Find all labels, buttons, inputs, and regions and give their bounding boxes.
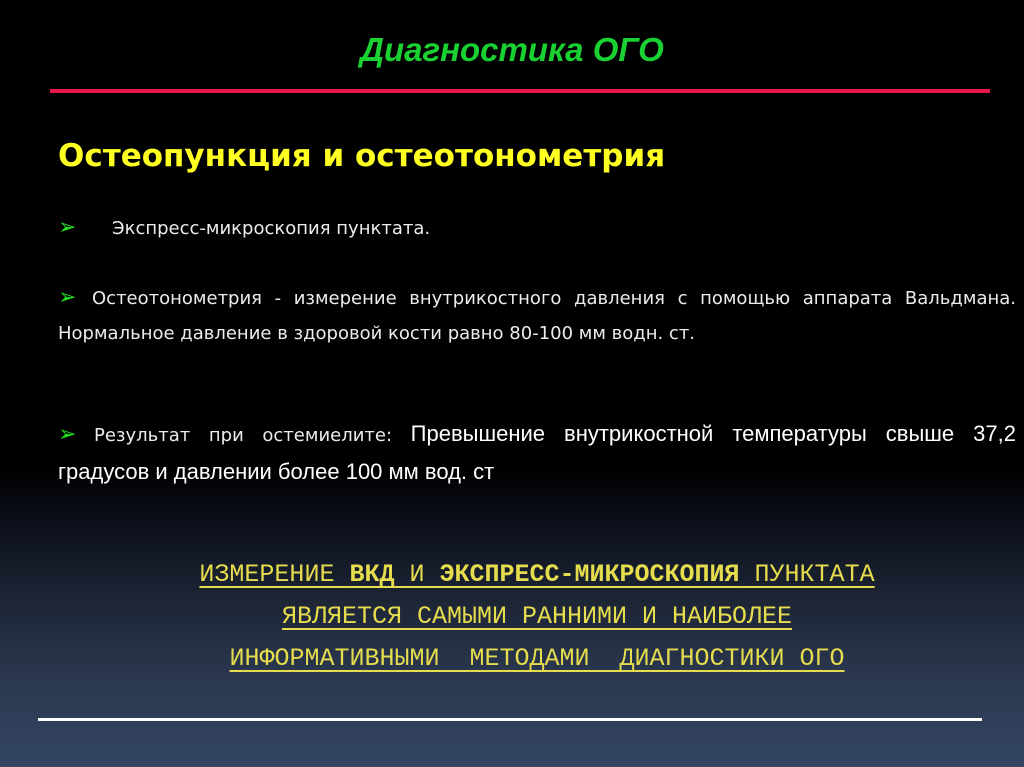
bullet-emphasis-text: Превышение внутрикостной температуры свыше 37,2 градусов и давлении более 100 мм вод. ст — [58, 421, 1016, 484]
arrow-bullet-icon: ➢ — [58, 285, 77, 310]
conclusion-text: ПУНКТАТА — [739, 560, 875, 589]
bullet-express-microscopy — [58, 210, 1016, 246]
conclusion-line-3 — [40, 638, 1024, 680]
conclusion-block — [40, 554, 1024, 680]
bullet-osteotonometry — [58, 280, 1016, 351]
conclusion-text: ИНФОРМАТИВНЫМИ МЕТОДАМИ ДИАГНОСТИКИ ОГО — [229, 644, 845, 673]
conclusion-keyword-vkd: ВКД — [349, 560, 395, 589]
conclusion-text: ИЗМЕРЕНИЕ — [199, 560, 350, 589]
bullet-osteomyelitis-result — [58, 416, 1016, 492]
slide-title: Диагностика ОГО — [360, 31, 664, 68]
arrow-bullet-icon: ➢ — [58, 422, 77, 447]
bullet-label: Результат при остемиелите: — [94, 425, 393, 446]
title-divider — [50, 89, 990, 93]
conclusion-text: И — [394, 560, 440, 589]
arrow-bullet-icon: ➢ — [58, 215, 77, 240]
conclusion-line-2 — [40, 596, 1024, 638]
bullet-text: Остеотонометрия - измерение внутрикостного давления с помощью аппарата Вальдмана. Нормальное давление в здоровой кости равно 80-100 мм водн. ст. — [58, 288, 1016, 344]
conclusion-keyword-microscopy: ЭКСПРЕСС-МИКРОСКОПИЯ — [439, 560, 740, 589]
section-heading: Остеопункция и остеотонометрия — [58, 138, 666, 174]
footer-divider — [38, 718, 982, 721]
bullet-text: Экспресс-микроскопия пунктата. — [112, 218, 431, 239]
conclusion-line-1 — [40, 554, 1024, 596]
conclusion-text: ЯВЛЯЕТСЯ САМЫМИ РАННИМИ И НАИБОЛЕЕ — [281, 602, 793, 631]
